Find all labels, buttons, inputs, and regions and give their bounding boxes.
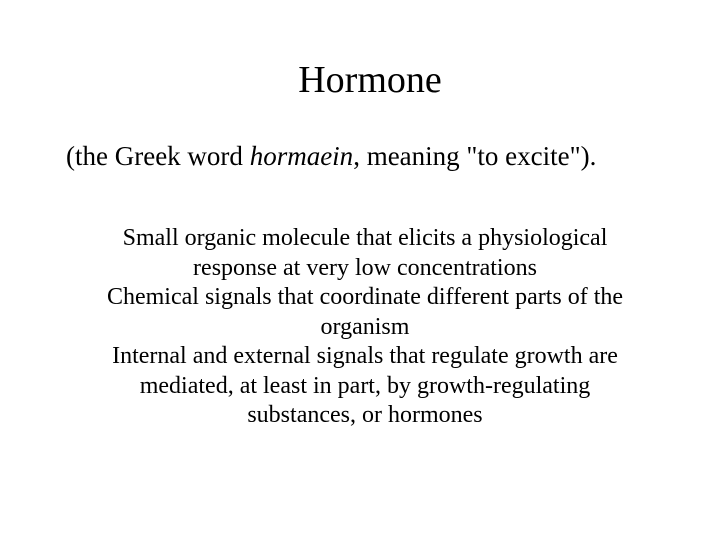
definition-list xyxy=(0,224,720,431)
definition-paragraph xyxy=(0,224,720,283)
definition-line: Chemical signals that coordinate different parts of the xyxy=(106,284,624,310)
definition-line: Small organic molecule that elicits a physiological xyxy=(122,225,608,251)
definition-line: organism xyxy=(320,313,410,340)
definition-line: substances, or hormones xyxy=(247,402,483,428)
definition-line: response at very low concentrations xyxy=(193,254,537,281)
etymology-suffix: , meaning "to excite"). xyxy=(353,141,597,171)
definition-paragraph xyxy=(0,283,720,342)
definition-paragraph xyxy=(0,342,720,431)
definition-line: Internal and external signals that regulate growth are xyxy=(112,343,618,369)
definition-line: mediated, at least in part, by growth-regulating xyxy=(139,372,591,399)
etymology-greek-term: hormaein xyxy=(249,141,354,171)
etymology-prefix: (the Greek word xyxy=(66,141,250,171)
slide-title: Hormone xyxy=(298,59,442,101)
etymology-subtitle xyxy=(66,140,596,172)
